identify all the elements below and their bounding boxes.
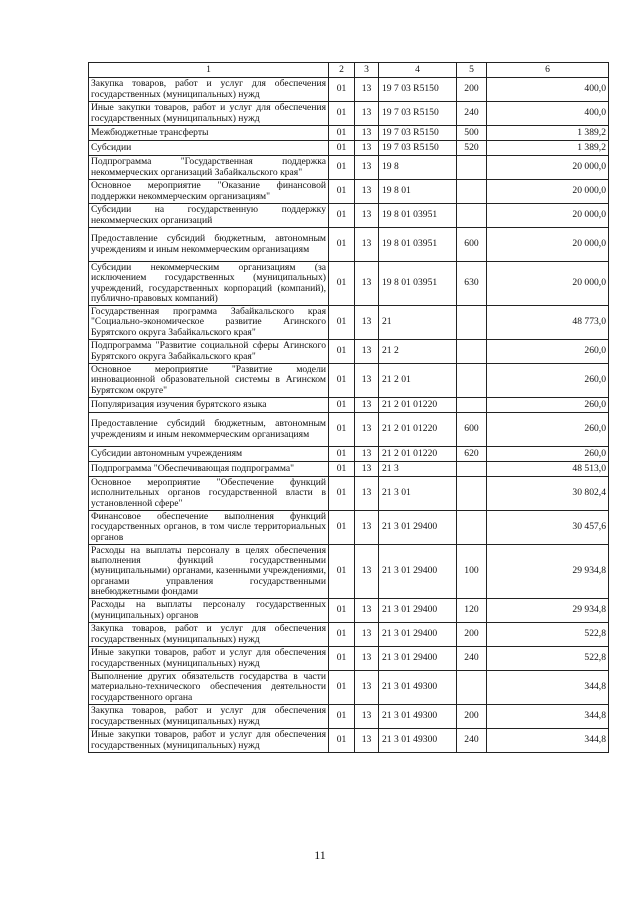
- row-amount-cell: 20 000,0: [487, 180, 609, 204]
- row-section-cell: 01: [329, 623, 355, 647]
- row-amount-cell: 260,0: [487, 413, 609, 447]
- row-target-article-cell: 21 2 01: [379, 364, 457, 398]
- table-row: [89, 599, 609, 623]
- row-target-article-cell: 19 8 01 03951: [379, 228, 457, 262]
- row-subsection-cell: 13: [355, 462, 379, 477]
- row-section-cell: 01: [329, 729, 355, 753]
- budget-table: [88, 62, 609, 753]
- row-expense-type-cell: [457, 477, 487, 511]
- table-row: [89, 545, 609, 599]
- row-subsection-cell: 13: [355, 102, 379, 126]
- row-amount-cell: 344,8: [487, 705, 609, 729]
- row-name-cell: Государственная программа Забайкальского края "Социально-экономическое развитие Агинского Бурятского округа Забайкальского края": [89, 306, 329, 340]
- row-expense-type-cell: [457, 364, 487, 398]
- row-amount-cell: 29 934,8: [487, 599, 609, 623]
- row-amount-cell: 522,8: [487, 623, 609, 647]
- row-subsection-cell: 13: [355, 398, 379, 413]
- table-row: [89, 671, 609, 705]
- header-row: [89, 63, 609, 78]
- row-name-cell: Основное мероприятие "Оказание финансовой поддержки некоммерческим организациям": [89, 180, 329, 204]
- row-target-article-cell: 19 7 03 R5150: [379, 102, 457, 126]
- row-amount-cell: 20 000,0: [487, 228, 609, 262]
- row-section-cell: 01: [329, 364, 355, 398]
- row-subsection-cell: 13: [355, 477, 379, 511]
- row-expense-type-cell: 200: [457, 78, 487, 102]
- row-subsection-cell: 13: [355, 447, 379, 462]
- table-row: [89, 228, 609, 262]
- row-name-cell: Основное мероприятие "Развитие модели инновационной образовательной системы в Агинском Бурятском округе": [89, 364, 329, 398]
- row-target-article-cell: 21 3 01 49300: [379, 729, 457, 753]
- row-amount-cell: 48 773,0: [487, 306, 609, 340]
- row-subsection-cell: 13: [355, 204, 379, 228]
- row-section-cell: 01: [329, 204, 355, 228]
- row-amount-cell: 20 000,0: [487, 262, 609, 306]
- row-name-cell: Расходы на выплаты персоналу государственных (муниципальных) органов: [89, 599, 329, 623]
- table-row: [89, 141, 609, 156]
- row-expense-type-cell: 600: [457, 228, 487, 262]
- row-target-article-cell: 21 3 01 29400: [379, 545, 457, 599]
- row-section-cell: 01: [329, 262, 355, 306]
- row-subsection-cell: 13: [355, 306, 379, 340]
- row-section-cell: 01: [329, 126, 355, 141]
- table-row: [89, 78, 609, 102]
- row-name-cell: Субсидии некоммерческим организациям (за исключением государственных (муниципальных) учреждений, государственных корпораций (компаний), публично-правовых компаний): [89, 262, 329, 306]
- row-target-article-cell: 19 8 01 03951: [379, 262, 457, 306]
- row-amount-cell: 20 000,0: [487, 204, 609, 228]
- row-target-article-cell: 21 2 01 01220: [379, 398, 457, 413]
- header-cell-expense-type: 5: [457, 63, 487, 78]
- row-name-cell: Субсидии: [89, 141, 329, 156]
- row-expense-type-cell: 200: [457, 705, 487, 729]
- row-amount-cell: 30 802,4: [487, 477, 609, 511]
- table-row: [89, 511, 609, 545]
- row-expense-type-cell: [457, 511, 487, 545]
- row-target-article-cell: 21: [379, 306, 457, 340]
- table-row: [89, 126, 609, 141]
- row-section-cell: 01: [329, 156, 355, 180]
- table-row: [89, 364, 609, 398]
- row-expense-type-cell: [457, 462, 487, 477]
- header-cell-section: 2: [329, 63, 355, 78]
- row-target-article-cell: 19 7 03 R5150: [379, 78, 457, 102]
- row-subsection-cell: 13: [355, 364, 379, 398]
- row-name-cell: Подпрограмма "Обеспечивающая подпрограмма": [89, 462, 329, 477]
- row-section-cell: 01: [329, 78, 355, 102]
- row-name-cell: Субсидии на государственную поддержку некоммерческих организаций: [89, 204, 329, 228]
- row-subsection-cell: 13: [355, 78, 379, 102]
- row-name-cell: Предоставление субсидий бюджетным, автономным учреждениям и иным некоммерческим организациям: [89, 228, 329, 262]
- header-cell-subsection: 3: [355, 63, 379, 78]
- row-section-cell: 01: [329, 413, 355, 447]
- table-row: [89, 204, 609, 228]
- row-expense-type-cell: 620: [457, 447, 487, 462]
- row-amount-cell: 48 513,0: [487, 462, 609, 477]
- row-subsection-cell: 13: [355, 545, 379, 599]
- row-amount-cell: 260,0: [487, 447, 609, 462]
- row-amount-cell: 522,8: [487, 647, 609, 671]
- row-amount-cell: 344,8: [487, 671, 609, 705]
- row-section-cell: 01: [329, 462, 355, 477]
- row-amount-cell: 1 389,2: [487, 141, 609, 156]
- row-name-cell: Закупка товаров, работ и услуг для обеспечения государственных (муниципальных) нужд: [89, 623, 329, 647]
- row-target-article-cell: 21 3 01 49300: [379, 705, 457, 729]
- table-row: [89, 413, 609, 447]
- row-section-cell: 01: [329, 647, 355, 671]
- row-name-cell: Выполнение других обязательств государства в части материально-технического обеспечения деятельности государственного органа: [89, 671, 329, 705]
- table-row: [89, 156, 609, 180]
- row-subsection-cell: 13: [355, 647, 379, 671]
- row-name-cell: Расходы на выплаты персоналу в целях обеспечения выполнения функций государственными (муниципальными) органами, казенными учреждениями, органами управления государственными внебюджетными фондами: [89, 545, 329, 599]
- row-expense-type-cell: 520: [457, 141, 487, 156]
- row-name-cell: Подпрограмма "Государственная поддержка некоммерческих организаций Забайкальского края": [89, 156, 329, 180]
- row-amount-cell: 344,8: [487, 729, 609, 753]
- row-target-article-cell: 21 3 01 29400: [379, 623, 457, 647]
- row-target-article-cell: 21 2 01 01220: [379, 447, 457, 462]
- row-expense-type-cell: 600: [457, 413, 487, 447]
- row-name-cell: Иные закупки товаров, работ и услуг для обеспечения государственных (муниципальных) нужд: [89, 647, 329, 671]
- row-target-article-cell: 21 3 01: [379, 477, 457, 511]
- header-cell-target-article: 4: [379, 63, 457, 78]
- row-amount-cell: 20 000,0: [487, 156, 609, 180]
- row-section-cell: 01: [329, 599, 355, 623]
- row-expense-type-cell: [457, 204, 487, 228]
- row-subsection-cell: 13: [355, 126, 379, 141]
- row-subsection-cell: 13: [355, 262, 379, 306]
- row-subsection-cell: 13: [355, 340, 379, 364]
- row-expense-type-cell: 100: [457, 545, 487, 599]
- row-subsection-cell: 13: [355, 141, 379, 156]
- row-name-cell: Популяризация изучения бурятского языка: [89, 398, 329, 413]
- row-expense-type-cell: 200: [457, 623, 487, 647]
- table-row: [89, 398, 609, 413]
- row-target-article-cell: 21 3 01 29400: [379, 599, 457, 623]
- row-target-article-cell: 21 3 01 29400: [379, 647, 457, 671]
- row-target-article-cell: 21 3 01 29400: [379, 511, 457, 545]
- row-section-cell: 01: [329, 141, 355, 156]
- row-target-article-cell: 19 7 03 R5150: [379, 126, 457, 141]
- row-section-cell: 01: [329, 102, 355, 126]
- table-row: [89, 180, 609, 204]
- row-expense-type-cell: [457, 671, 487, 705]
- row-expense-type-cell: [457, 156, 487, 180]
- row-name-cell: Подпрограмма "Развитие социальной сферы Агинского Бурятского округа Забайкальского края": [89, 340, 329, 364]
- page-number: 11: [314, 848, 326, 862]
- row-target-article-cell: 19 8 01: [379, 180, 457, 204]
- row-subsection-cell: 13: [355, 671, 379, 705]
- table-row: [89, 262, 609, 306]
- row-section-cell: 01: [329, 671, 355, 705]
- row-expense-type-cell: [457, 398, 487, 413]
- row-subsection-cell: 13: [355, 599, 379, 623]
- row-name-cell: Основное мероприятие "Обеспечение функций исполнительных органов государственной власти в установленной сфере": [89, 477, 329, 511]
- row-name-cell: Иные закупки товаров, работ и услуг для обеспечения государственных (муниципальных) нужд: [89, 729, 329, 753]
- table-row: [89, 447, 609, 462]
- row-amount-cell: 1 389,2: [487, 126, 609, 141]
- table-row: [89, 729, 609, 753]
- row-expense-type-cell: 240: [457, 729, 487, 753]
- row-section-cell: 01: [329, 477, 355, 511]
- row-section-cell: 01: [329, 545, 355, 599]
- row-subsection-cell: 13: [355, 729, 379, 753]
- row-subsection-cell: 13: [355, 511, 379, 545]
- row-amount-cell: 30 457,6: [487, 511, 609, 545]
- table-row: [89, 102, 609, 126]
- row-target-article-cell: 21 2 01 01220: [379, 413, 457, 447]
- row-target-article-cell: 21 3: [379, 462, 457, 477]
- table-row: [89, 623, 609, 647]
- row-subsection-cell: 13: [355, 705, 379, 729]
- budget-table-body: [89, 63, 609, 753]
- row-name-cell: Иные закупки товаров, работ и услуг для обеспечения государственных (муниципальных) нужд: [89, 102, 329, 126]
- row-amount-cell: 400,0: [487, 102, 609, 126]
- row-expense-type-cell: 240: [457, 647, 487, 671]
- row-section-cell: 01: [329, 340, 355, 364]
- row-name-cell: Финансовое обеспечение выполнения функций государственных органов, в том числе территориальных органов: [89, 511, 329, 545]
- row-expense-type-cell: 500: [457, 126, 487, 141]
- row-section-cell: 01: [329, 511, 355, 545]
- row-subsection-cell: 13: [355, 413, 379, 447]
- row-name-cell: Закупка товаров, работ и услуг для обеспечения государственных (муниципальных) нужд: [89, 78, 329, 102]
- row-expense-type-cell: 120: [457, 599, 487, 623]
- header-cell-name: 1: [89, 63, 329, 78]
- row-subsection-cell: 13: [355, 180, 379, 204]
- row-target-article-cell: 19 8: [379, 156, 457, 180]
- row-amount-cell: 260,0: [487, 364, 609, 398]
- row-name-cell: Закупка товаров, работ и услуг для обеспечения государственных (муниципальных) нужд: [89, 705, 329, 729]
- table-row: [89, 705, 609, 729]
- row-target-article-cell: 19 7 03 R5150: [379, 141, 457, 156]
- row-amount-cell: 260,0: [487, 340, 609, 364]
- row-expense-type-cell: [457, 180, 487, 204]
- row-target-article-cell: 21 2: [379, 340, 457, 364]
- table-row: [89, 477, 609, 511]
- table-row: [89, 306, 609, 340]
- header-cell-amount: 6: [487, 63, 609, 78]
- row-section-cell: 01: [329, 306, 355, 340]
- row-amount-cell: 400,0: [487, 78, 609, 102]
- table-row: [89, 340, 609, 364]
- row-expense-type-cell: [457, 340, 487, 364]
- row-expense-type-cell: 240: [457, 102, 487, 126]
- row-amount-cell: 29 934,8: [487, 545, 609, 599]
- row-expense-type-cell: 630: [457, 262, 487, 306]
- row-section-cell: 01: [329, 228, 355, 262]
- row-section-cell: 01: [329, 398, 355, 413]
- row-amount-cell: 260,0: [487, 398, 609, 413]
- row-subsection-cell: 13: [355, 228, 379, 262]
- row-target-article-cell: 19 8 01 03951: [379, 204, 457, 228]
- row-section-cell: 01: [329, 447, 355, 462]
- row-target-article-cell: 21 3 01 49300: [379, 671, 457, 705]
- table-row: [89, 647, 609, 671]
- row-name-cell: Предоставление субсидий бюджетным, автономным учреждениям и иным некоммерческим организациям: [89, 413, 329, 447]
- table-row: [89, 462, 609, 477]
- row-name-cell: Межбюджетные трансферты: [89, 126, 329, 141]
- row-expense-type-cell: [457, 306, 487, 340]
- row-subsection-cell: 13: [355, 156, 379, 180]
- row-section-cell: 01: [329, 705, 355, 729]
- row-name-cell: Субсидии автономным учреждениям: [89, 447, 329, 462]
- row-section-cell: 01: [329, 180, 355, 204]
- row-subsection-cell: 13: [355, 623, 379, 647]
